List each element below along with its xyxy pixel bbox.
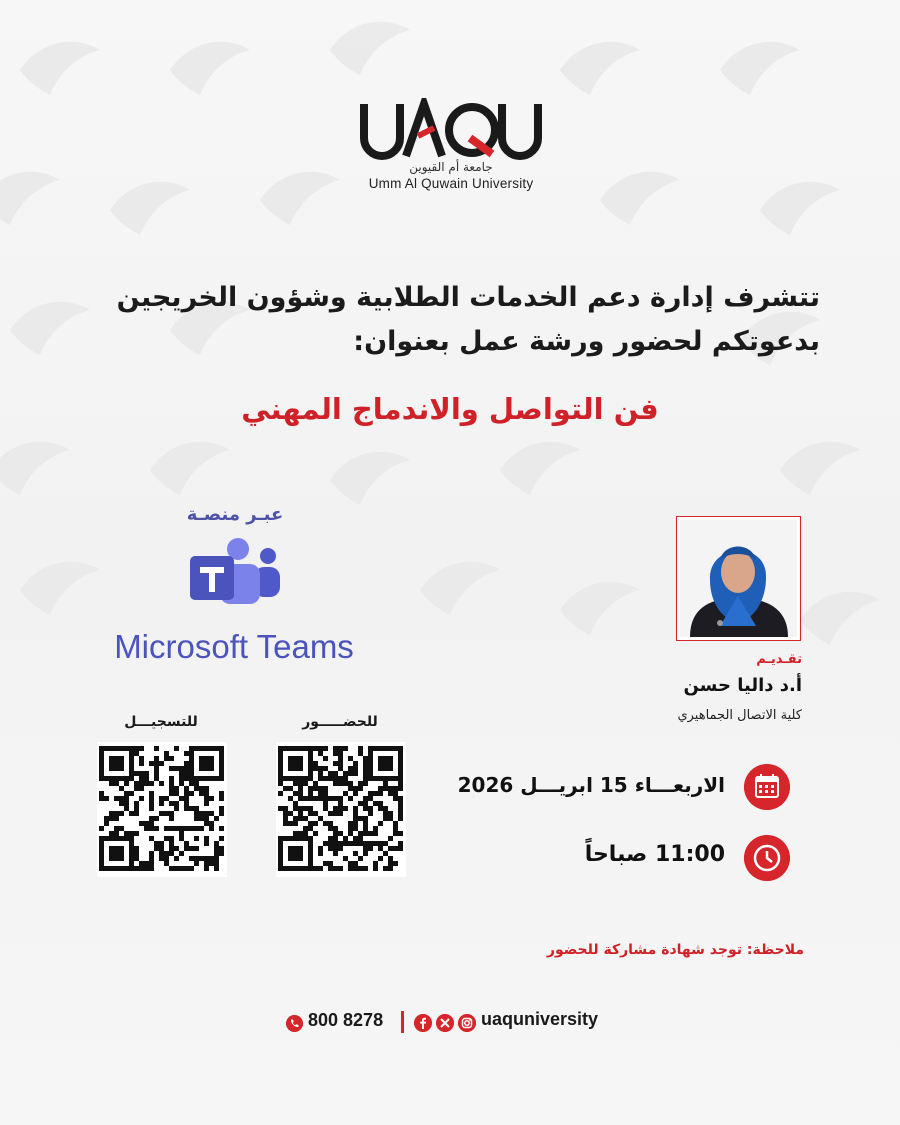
microsoft-teams-label: Microsoft Teams <box>114 628 354 665</box>
certificate-note: ملاحظة: توجد شهادة مشاركة للحضور <box>546 942 804 958</box>
register-label: للتسجيـــل <box>124 714 198 730</box>
attend-qr-code[interactable] <box>276 742 406 877</box>
instagram-icon[interactable] <box>458 1014 476 1032</box>
presented-by-label: تقـديـم <box>756 652 802 667</box>
speaker-faculty: كلية الاتصال الجماهيري <box>677 708 802 723</box>
phone-number[interactable]: 800 8278 <box>308 1010 384 1030</box>
register-qr-code[interactable] <box>97 742 227 877</box>
facebook-icon[interactable] <box>414 1014 432 1032</box>
via-platform-label: عبـر منصـة <box>186 504 284 525</box>
logo-english-name: Umm Al Quwain University <box>368 176 534 191</box>
logo-arabic-name: جامعة أم القيوين <box>409 160 493 174</box>
speaker-portrait <box>680 520 797 637</box>
speaker-photo <box>676 516 801 641</box>
event-time: 11:00 صباحاً <box>584 842 725 867</box>
phone-icon <box>286 1015 303 1032</box>
microsoft-teams-icon <box>186 536 286 608</box>
footer-divider <box>401 1011 404 1033</box>
x-icon[interactable] <box>436 1014 454 1032</box>
social-handle[interactable]: uaquniversity <box>481 1009 599 1029</box>
university-logo <box>360 98 542 198</box>
attend-label: للحضـــــور <box>302 714 378 730</box>
speaker-name: أ.د داليا حسن <box>683 675 802 696</box>
headline-line-1: تتشرف إدارة دعم الخدمات الطلابية وشؤون الخريجين <box>116 282 820 313</box>
workshop-title: فن التواصل والاندماج المهني <box>241 392 659 426</box>
calendar-icon <box>744 764 790 810</box>
headline-line-2: بدعوتكم لحضور ورشة عمل بعنوان: <box>353 326 820 357</box>
clock-icon <box>744 835 790 881</box>
event-date: الاربعـــاء 15 ابريـــل 2026 <box>457 773 725 797</box>
logo-mark <box>360 98 542 162</box>
